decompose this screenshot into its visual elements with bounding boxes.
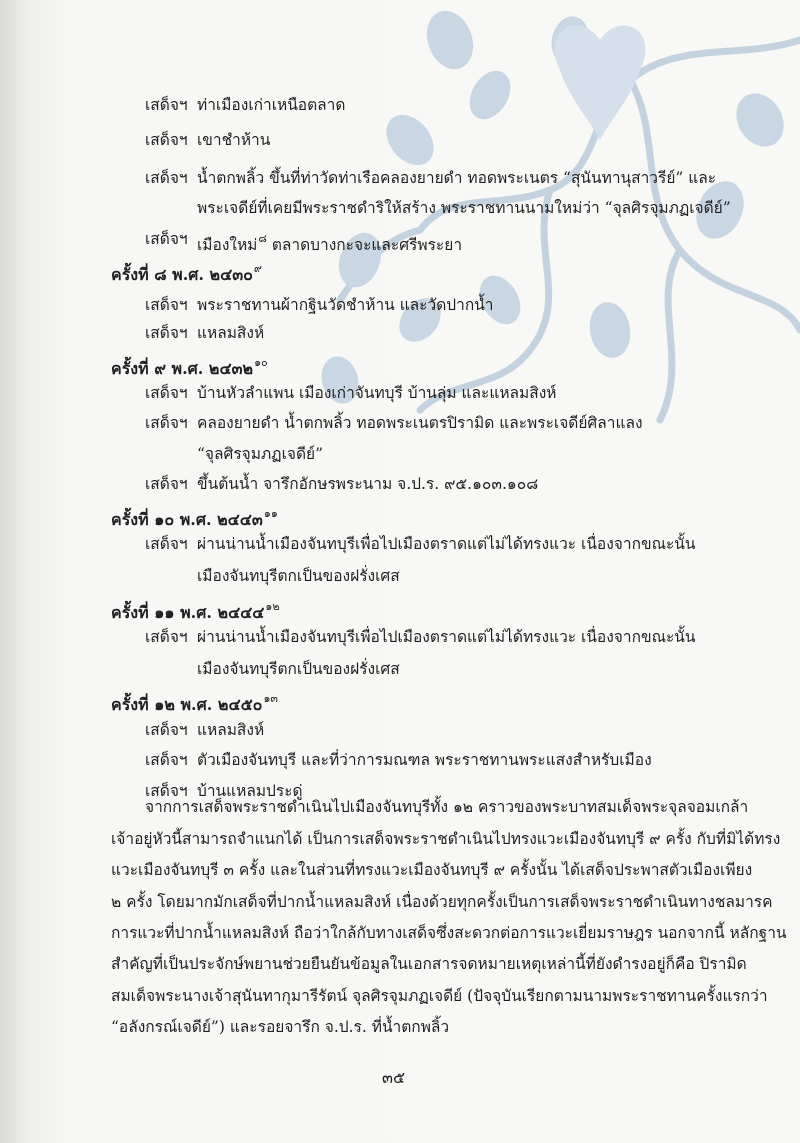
heading-text: ครั้งที่ ๑๒ พ.ศ. ๒๔๕๐	[111, 695, 263, 714]
visit-label: เสด็จฯ	[145, 751, 188, 769]
visit-label: เสด็จฯ	[145, 782, 188, 800]
visit-place: ขึ้นต้นน้ำ จารึกอักษรพระนาม จ.ป.ร. ๙๕.๑๐๓.๑๐๘	[197, 475, 539, 493]
visit-place: พระราชทานผ้ากฐินวัดชำห้าน และวัดปากน้ำ	[197, 296, 494, 314]
visit-place: ท่าเมืองเก่าเหนือตลาด	[197, 96, 346, 114]
footnote-marker: ๑๐	[254, 356, 268, 369]
summary-paragraph-line: การแวะที่ปากน้ำแหลมสิงห์ ถือว่าใกล้กับทางเสด็จซึ่งสะดวกต่อการแวะเยี่ยมราษฎร นอกจากนี้ หลักฐาน	[111, 924, 787, 942]
visit-place: คลองยายดำ น้ำตกพลิ้ว ทอดพระเนตรปิรามิด และพระเจดีย์ศิลาแลง	[197, 414, 643, 432]
visit-label: เสด็จฯ	[145, 414, 188, 432]
visit-heading	[111, 259, 262, 285]
visit-label: เสด็จฯ	[145, 721, 188, 739]
visit-place: ผ่านน่านน้ำเมืองจันทบุรีเพื่อไปเมืองตราดแต่ไม่ได้ทรงแวะ เนื่องจากขณะนั้น	[197, 535, 696, 553]
visit-place: เขาชำห้าน	[197, 131, 271, 149]
heading-text: ครั้งที่ ๑๑ พ.ศ. ๒๔๔๔	[111, 603, 265, 622]
visit-heading	[111, 597, 280, 623]
visit-label: เสด็จฯ	[145, 296, 188, 314]
summary-paragraph-line: ๒ ครั้ง โดยมากมักเสด็จที่ปากน้ำแหลมสิงห์ เนื่องด้วยทุกครั้งเป็นการเสด็จพระราชดำเนินทางชลมารค	[111, 893, 773, 911]
heading-text: ครั้งที่ ๘ พ.ศ. ๒๔๓๐	[111, 265, 253, 284]
visit-place	[197, 229, 462, 255]
summary-paragraph-line: จากการเสด็จพระราชดำเนินไปเมืองจันทบุรีทั้ง ๑๒ คราวของพระบาทสมเด็จพระจุลจอมเกล้า	[145, 798, 749, 816]
visit-label: เสด็จฯ	[145, 384, 188, 402]
visit-place: เมืองจันทบุรีตกเป็นของฝรั่งเศส	[197, 567, 400, 585]
visit-heading	[111, 689, 278, 715]
summary-paragraph-line: “อลังกรณ์เจดีย์”) และรอยจารึก จ.ป.ร. ที่น้ำตกพลิ้ว	[111, 1018, 450, 1036]
visit-place: แหลมสิงห์	[197, 324, 265, 342]
visit-label: เสด็จฯ	[145, 169, 188, 187]
heading-text: ครั้งที่ ๙ พ.ศ. ๒๔๓๒	[111, 359, 254, 378]
summary-paragraph-line: สมเด็จพระนางเจ้าสุนันทากุมารีรัตน์ จุลศิรจุมภฏเจดีย์ (ปัจจุบันเรียกตามนามพระราชทานครั้งแรกว่า	[111, 987, 768, 1005]
visit-place: บ้านแหลมประดู่	[197, 782, 303, 800]
heading-text: ครั้งที่ ๑๐ พ.ศ. ๒๔๔๓	[111, 510, 263, 529]
visit-place: พระเจดีย์ที่เคยมีพระราชดำริให้สร้าง พระราชทานนามใหม่ว่า “จุลศิรจุมภฏเจดีย์”	[197, 199, 731, 217]
visit-place: “จุลศิรจุมภฏเจดีย์”	[197, 445, 324, 463]
summary-paragraph-line: สำคัญที่เป็นประจักษ์พยานช่วยยืนยันข้อมูลในเอกสารจดหมายเหตุเหล่านี้ที่ยังดำรงอยู่ก็คือ ปิรามิด	[111, 955, 747, 973]
visit-place: เมืองจันทบุรีตกเป็นของฝรั่งเศส	[197, 660, 400, 678]
page-number: ๓๕	[382, 1068, 406, 1087]
visit-heading	[111, 504, 278, 530]
visit-place-part: เมืองใหม่	[197, 236, 258, 254]
visit-heading	[111, 353, 268, 379]
footnote-marker: ๑๒	[265, 600, 280, 613]
visit-place: บ้านหัวลำแพน เมืองเก่าจันทบุรี บ้านลุ่ม และแหลมสิงห์	[197, 384, 557, 402]
visit-place: น้ำตกพลิ้ว ขึ้นที่ท่าวัดท่าเรือคลองยายดำ ทอดพระเนตร “สุนันทานุสาวรีย์” และ	[197, 169, 717, 187]
visit-label: เสด็จฯ	[145, 230, 188, 248]
visit-label: เสด็จฯ	[145, 475, 188, 493]
visit-place: แหลมสิงห์	[197, 721, 265, 739]
visit-label: เสด็จฯ	[145, 324, 188, 342]
footnote-marker: ๑๑	[263, 507, 278, 520]
visit-place: ผ่านน่านน้ำเมืองจันทบุรีเพื่อไปเมืองตราดแต่ไม่ได้ทรงแวะ เนื่องจากขณะนั้น	[197, 628, 696, 646]
footnote-marker: ๑๓	[263, 692, 278, 705]
summary-paragraph-line: แวะเมืองจันทบุรี ๓ ครั้ง และในส่วนที่ทรงแวะเมืองจันทบุรี ๙ ครั้งนั้น ได้เสด็จประพาสตัวเมืองเพียง	[111, 861, 753, 879]
summary-paragraph-line: เจ้าอยู่หัวนี้สามารถจำแนกได้ เป็นการเสด็จพระราชดำเนินไปทรงแวะเมืองจันทบุรี ๙ ครั้ง กับที่มิได้ทรง	[111, 830, 781, 848]
visit-label: เสด็จฯ	[145, 535, 188, 553]
footnote-marker: ๘	[258, 232, 267, 245]
visit-label: เสด็จฯ	[145, 131, 188, 149]
footnote-marker: ๙	[253, 262, 262, 275]
visit-label: เสด็จฯ	[145, 96, 188, 114]
visit-place-part: ตลาดบางกะจะและศรีพระยา	[266, 236, 463, 254]
visit-place: ตัวเมืองจันทบุรี และที่ว่าการมณฑล พระราชทานพระแสงสำหรับเมือง	[197, 751, 652, 769]
visit-label: เสด็จฯ	[145, 628, 188, 646]
